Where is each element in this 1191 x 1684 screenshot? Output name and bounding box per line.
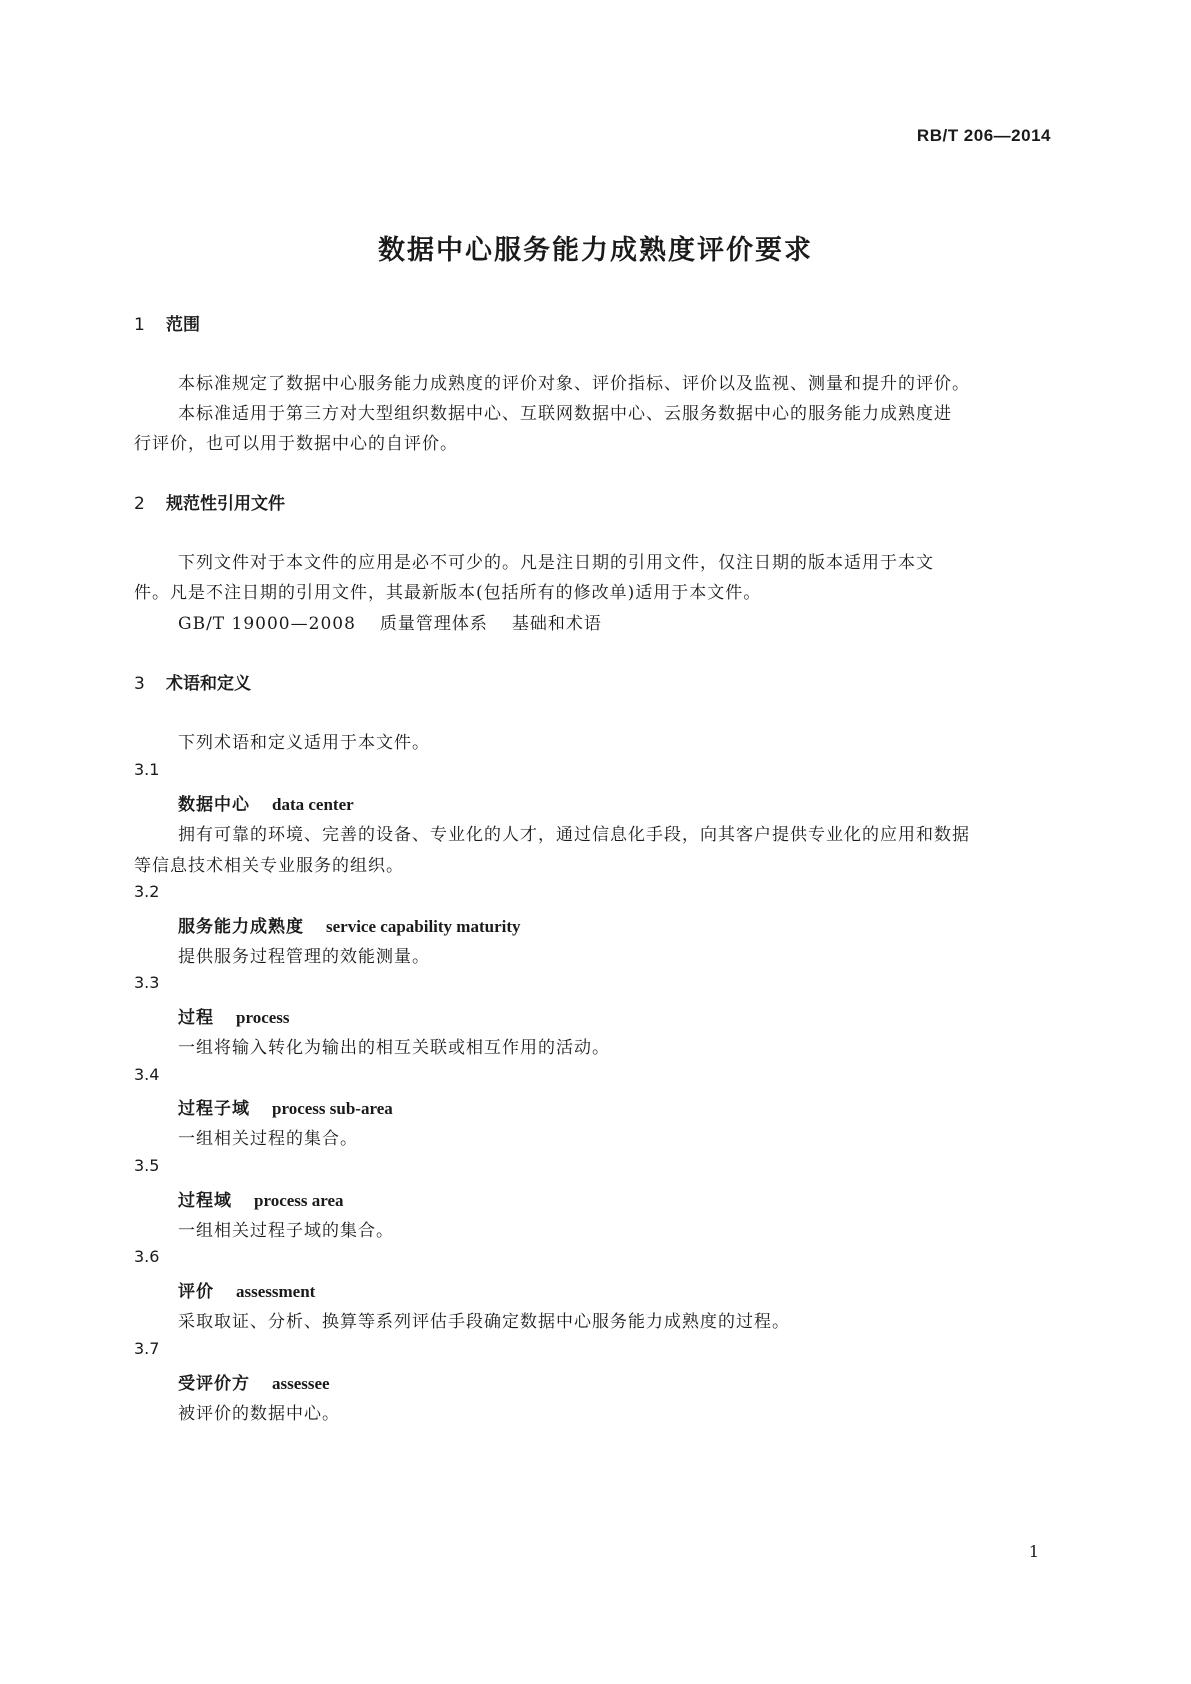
term-en: assessee [272,1374,330,1393]
term-en: data center [272,795,354,814]
term-zh: 受评价方 [178,1374,250,1394]
reference-code: GB/T 19000—2008 [178,614,356,634]
term-zh: 过程子域 [178,1099,250,1119]
clause-number: 3.5 [134,1156,160,1175]
clause-number: 3.1 [134,760,160,779]
term-definition-continuation: 等信息技术相关专业服务的组织。 [134,856,404,876]
term-entry [178,1003,290,1028]
term-definition: 一组相关过程子域的集合。 [178,1221,394,1241]
term-entry [178,1186,344,1211]
term-en: process [236,1008,290,1027]
term-zh: 评价 [178,1282,214,1302]
term-definition: 采取取证、分析、换算等系列评估手段确定数据中心服务能力成熟度的过程。 [178,1312,790,1332]
section-title: 规范性引用文件 [166,494,285,514]
section-number: 2 [134,494,145,514]
paragraph-continuation: 行评价，也可以用于数据中心的自评价。 [134,434,458,454]
term-definition: 被评价的数据中心。 [178,1404,340,1424]
paragraph: 本标准适用于第三方对大型组织数据中心、互联网数据中心、云服务数据中心的服务能力成熟度进 [178,404,952,424]
paragraph-continuation: 件。凡是不注日期的引用文件，其最新版本(包括所有的修改单)适用于本文件。 [134,583,762,603]
clause-number: 3.7 [134,1339,160,1358]
term-zh: 过程 [178,1008,214,1028]
term-definition: 一组相关过程的集合。 [178,1129,358,1149]
term-zh: 服务能力成熟度 [178,917,304,937]
section-heading-2 [134,489,285,514]
section-heading-3 [134,669,251,694]
term-en: service capability maturity [326,917,521,936]
standard-code: RB/T 206—2014 [916,126,1051,145]
section-title: 术语和定义 [166,674,251,694]
normative-reference [178,609,602,634]
term-entry [178,790,354,815]
term-definition: 提供服务过程管理的效能测量。 [178,947,430,967]
term-entry [178,1094,393,1119]
section-heading-1 [134,310,200,335]
term-entry [178,1369,330,1394]
term-entry [178,912,521,937]
document-title: 数据中心服务能力成熟度评价要求 [378,235,813,266]
term-zh: 数据中心 [178,795,250,815]
section-title: 范围 [166,315,200,335]
section-number: 1 [134,315,145,335]
clause-number: 3.4 [134,1065,160,1084]
section-number: 3 [134,674,145,694]
term-definition: 拥有可靠的环境、完善的设备、专业化的人才，通过信息化手段，向其客户提供专业化的应用和数据 [178,825,970,845]
term-en: assessment [236,1282,316,1301]
term-entry [178,1277,315,1302]
clause-number: 3.2 [134,882,160,901]
term-definition: 一组将输入转化为输出的相互关联或相互作用的活动。 [178,1038,610,1058]
term-en: process area [254,1191,344,1210]
reference-subtitle: 基础和术语 [511,614,602,634]
term-en: process sub-area [272,1099,393,1118]
clause-number: 3.3 [134,973,160,992]
clause-number: 3.6 [134,1247,160,1266]
reference-title: 质量管理体系 [379,614,488,634]
page-number: 1 [1028,1542,1039,1561]
paragraph: 下列文件对于本文件的应用是必不可少的。凡是注日期的引用文件，仅注日期的版本适用于本文 [178,553,934,573]
paragraph: 下列术语和定义适用于本文件。 [178,733,430,753]
term-zh: 过程域 [178,1191,232,1211]
paragraph: 本标准规定了数据中心服务能力成熟度的评价对象、评价指标、评价以及监视、测量和提升的评价。 [178,374,970,394]
